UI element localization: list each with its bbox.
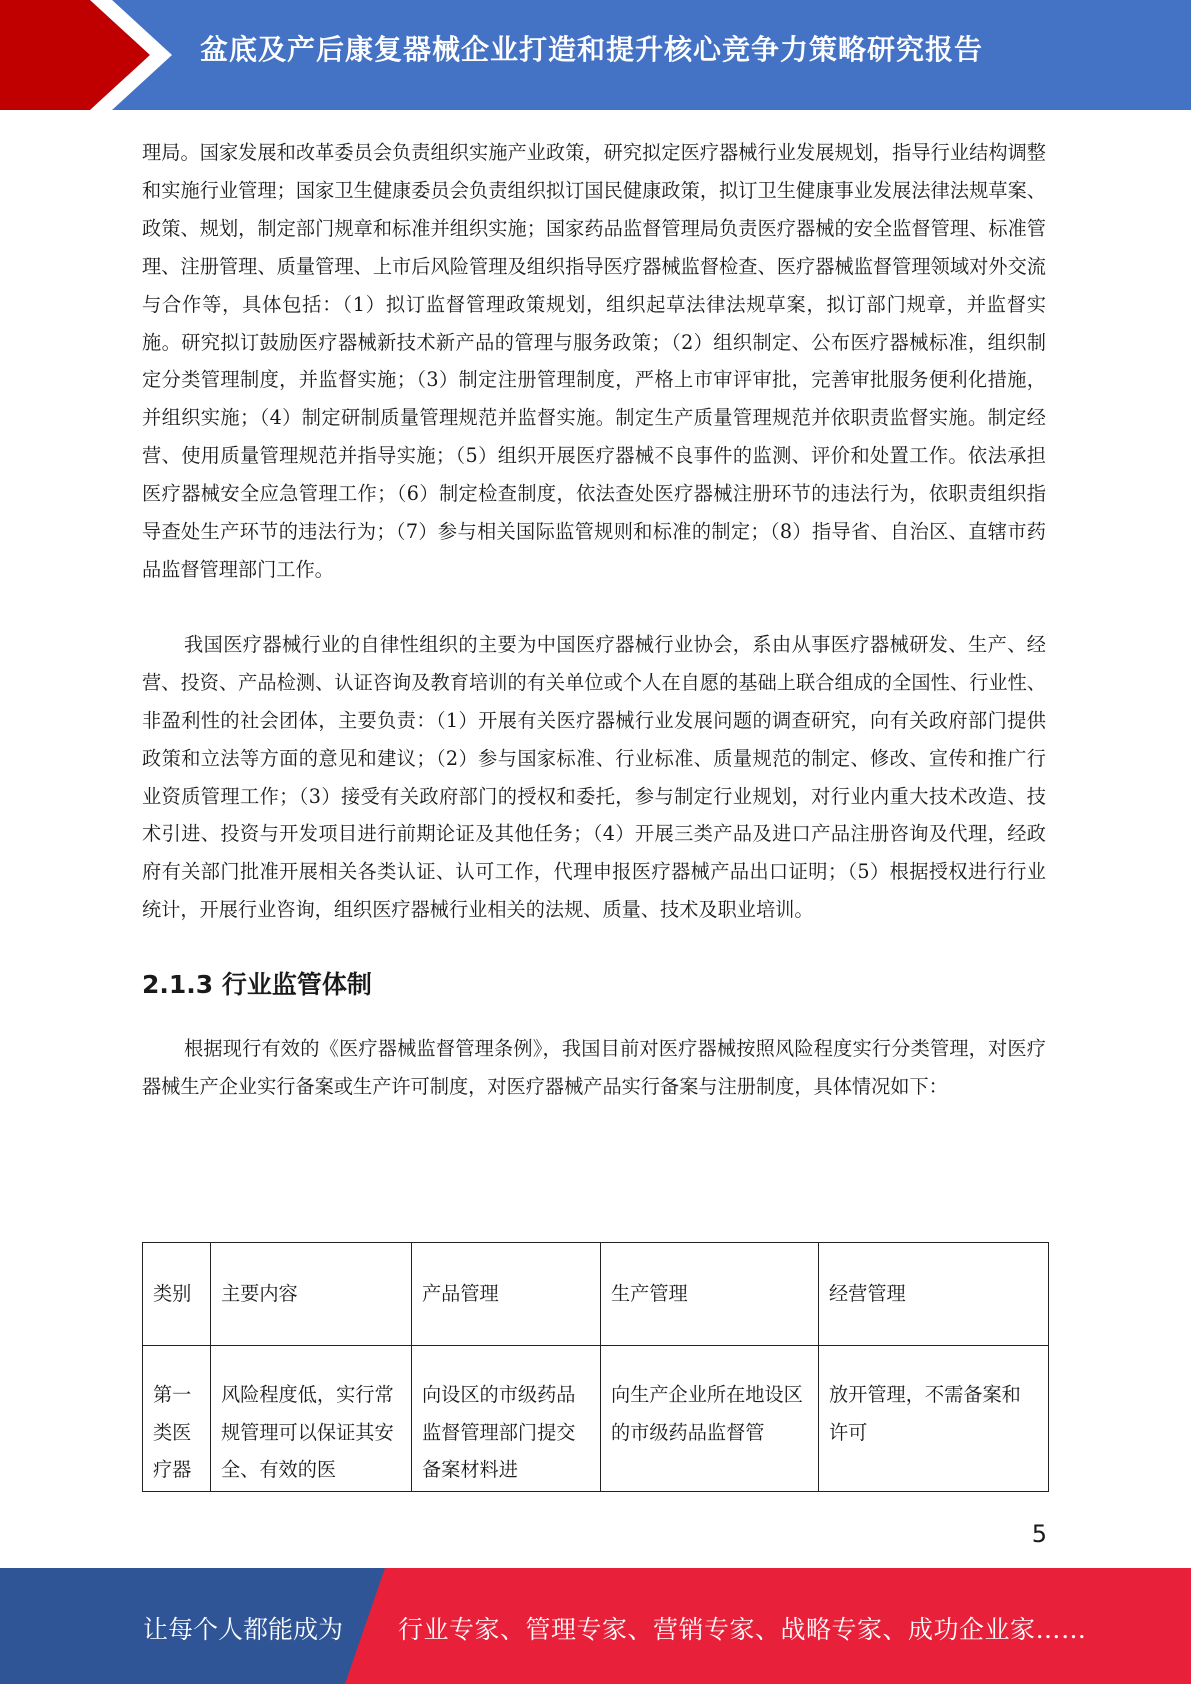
regulation-table — [142, 1242, 1049, 1492]
section-heading: 2.1.3 行业监管体制 — [142, 970, 372, 1000]
footer-slogan-left: 让每个人都能成为 — [143, 1615, 344, 1644]
page-header — [0, 0, 1191, 110]
document-body — [142, 134, 1046, 1106]
table-cell: 风险程度低，实行常规管理可以保证其安全、有效的医 — [211, 1346, 412, 1492]
table-row — [143, 1346, 1049, 1492]
page-number: 5 — [1031, 1520, 1047, 1548]
section-intro: 根据现行有效的《医疗器械监督管理条例》，我国目前对医疗器械按照风险程度实行分类管理，对医疗器械生产企业实行备案或生产许可制度，对医疗器械产品实行备案与注册制度，具体情况如下： — [142, 1037, 1046, 1099]
table-header-cell: 经营管理 — [819, 1243, 1049, 1346]
page-footer — [0, 1568, 1191, 1684]
table-cell: 第一类医疗器 — [143, 1346, 211, 1492]
table-cell: 向生产企业所在地设区的市级药品监督管 — [601, 1346, 819, 1492]
table-header-cell: 生产管理 — [601, 1243, 819, 1346]
header-title: 盆底及产后康复器械企业打造和提升核心竞争力策略研究报告 — [200, 33, 984, 66]
table-cell: 放开管理，不需备案和许可 — [819, 1346, 1049, 1492]
table-header-row — [143, 1243, 1049, 1346]
body-paragraph: 我国医疗器械行业的自律性组织的主要为中国医疗器械行业协会，系由从事医疗器械研发、生产、经营、投资、产品检测、认证咨询及教育培训的有关单位或个人在自愿的基础上联合组成的全国性、行业性、非盈利性的社会团体，主要负责：（1）开展有关医疗器械行业发展问题的调查研究，向有关政府部门提供政策和立法等方面的意见和建议；（2）参与国家标准、行业标准、质量规范的制定、修改、宣传和推广行业资质管理工作；（3）接受有关政府部门的授权和委托，参与制定行业规划，对行业内重大技术改造、技术引进、投资与开发项目进行前期论证及其他任务；（4）开展三类产品及进口产品注册咨询及代理，经政府有关部门批准开展相关各类认证、认可工作，代理申报医疗器械产品出口证明；（5）根据授权进行行业统计，开展行业咨询，组织医疗器械行业相关的法规、质量、技术及职业培训。 — [142, 632, 1046, 922]
body-paragraph: 理局。国家发展和改革委员会负责组织实施产业政策，研究拟定医疗器械行业发展规划，指导行业结构调整和实施行业管理；国家卫生健康委员会负责组织拟订国民健康政策，拟订卫生健康事业发展法律法规草案、政策、规划，制定部门规章和标准并组织实施；国家药品监督管理局负责医疗器械的安全监督管理、标准管理、注册管理、质量管理、上市后风险管理及组织指导医疗器械监督检查、医疗器械监督管理领域对外交流与合作等，具体包括：（1）拟订监督管理政策规划，组织起草法律法规草案，拟订部门规章，并监督实施。研究拟订鼓励医疗器械新技术新产品的管理与服务政策；（2）组织制定、公布医疗器械标准，组织制定分类管理制度，并监督实施；（3）制定注册管理制度，严格上市审评审批，完善审批服务便利化措施，并组织实施；（4）制定研制质量管理规范并监督实施。制定生产质量管理规范并依职责监督实施。制定经营、使用质量管理规范并指导实施；（5）组织开展医疗器械不良事件的监测、评价和处置工作。依法承担医疗器械安全应急管理工作；（6）制定检查制度，依法查处医疗器械注册环节的违法行为，依职责组织指导查处生产环节的违法行为；（7）参与相关国际监管规则和标准的制定；（8）指导省、自治区、直辖市药品监督管理部门工作。 — [142, 141, 1046, 581]
table-header-cell: 产品管理 — [412, 1243, 601, 1346]
table-header-cell: 类别 — [143, 1243, 211, 1346]
table-header-cell: 主要内容 — [211, 1243, 412, 1346]
footer-slogan-right: 行业专家、管理专家、营销专家、战略专家、成功企业家…… — [398, 1615, 1087, 1644]
table-cell: 向设区的市级药品监督管理部门提交备案材料进 — [412, 1346, 601, 1492]
